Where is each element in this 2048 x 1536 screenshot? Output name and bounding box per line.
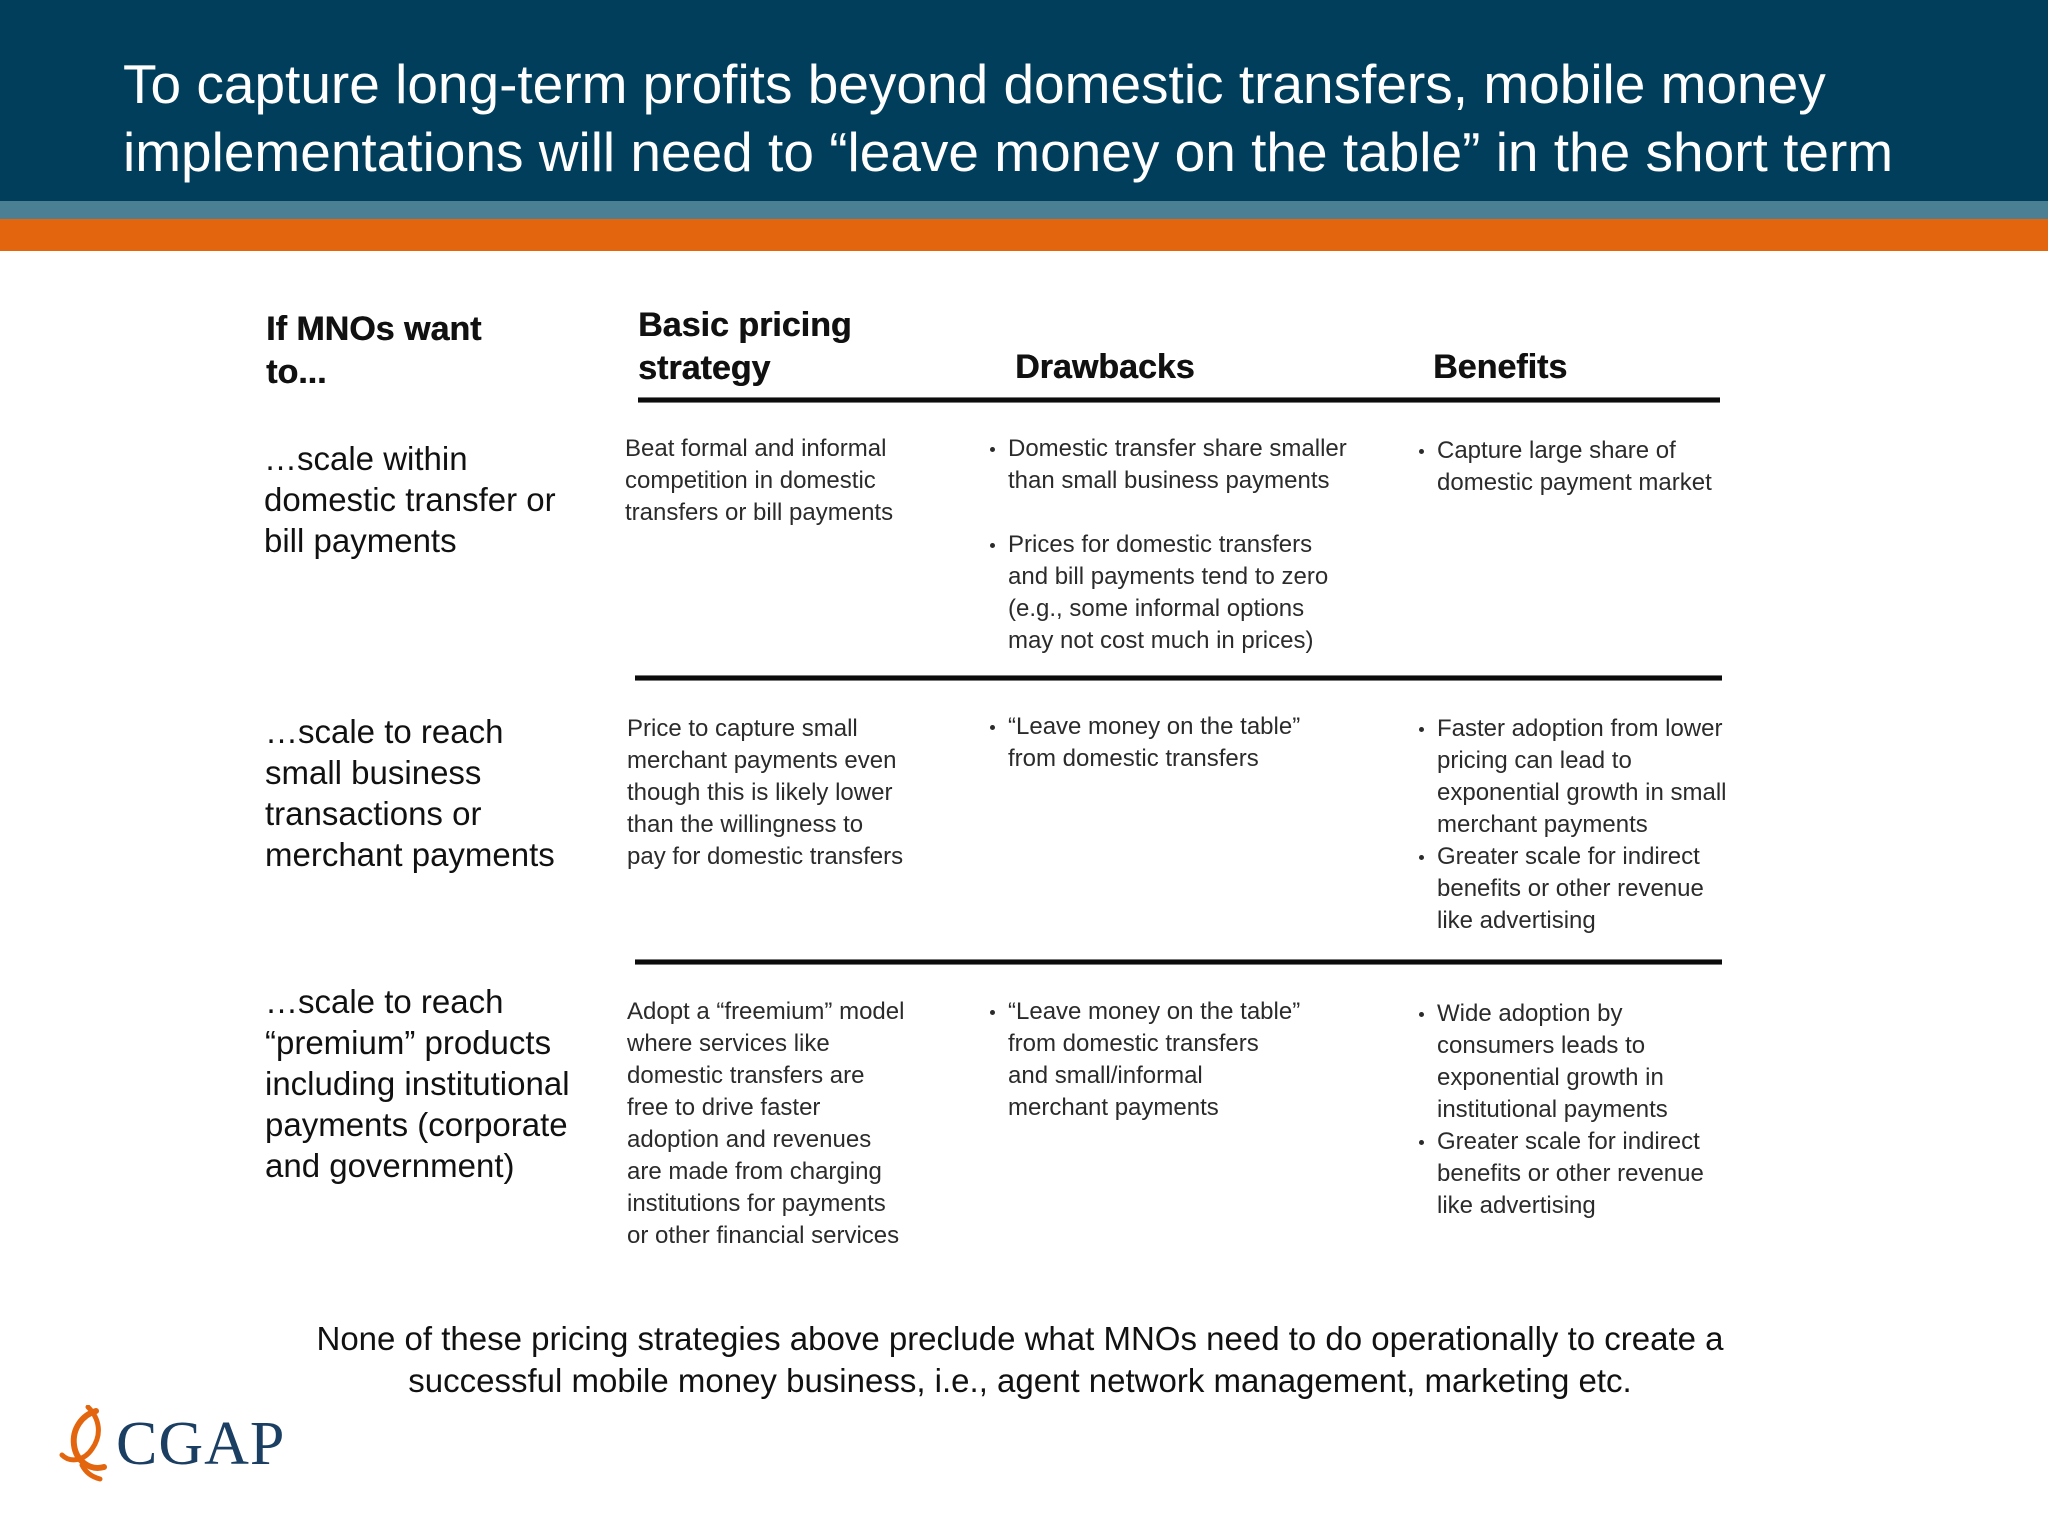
footnote	[150, 1318, 1890, 1402]
cell-line: “Leave money on the table”	[1008, 998, 1301, 1025]
cell-line: transfers or bill payments	[625, 499, 894, 526]
cell-line: Price to capture small	[627, 715, 858, 742]
cgap-wordmark: CGAP	[116, 1409, 286, 1478]
cell-line: and bill payments tend to zero	[1008, 563, 1329, 590]
cell-line: merchant payments	[1008, 1094, 1219, 1121]
column-header-drawbacks: Drawbacks	[1015, 348, 1195, 386]
row-label-line: …scale within	[264, 440, 468, 477]
cell-line: from domestic transfers	[1008, 1030, 1259, 1057]
cell-line: and small/informal	[1008, 1062, 1203, 1089]
column-header-want-line-1: If MNOs want	[266, 310, 482, 348]
cell-line: though this is likely lower	[627, 779, 893, 806]
benefits-cell-merchant	[1419, 713, 1727, 937]
bullet-item	[1419, 713, 1727, 841]
cell-line: Domestic transfer share smaller	[1008, 435, 1347, 462]
row-divider-2	[635, 959, 1722, 965]
row-label-line: …scale to reach	[265, 713, 504, 750]
cell-line: are made from charging	[627, 1158, 882, 1185]
row-label-line: transactions or	[265, 795, 482, 832]
bullet-item	[1419, 1126, 1704, 1222]
row-label-line: payments (corporate	[265, 1106, 568, 1143]
header-divider	[638, 397, 1720, 403]
row-label-line: small business	[265, 754, 482, 791]
cell-line: domestic payment market	[1437, 469, 1712, 496]
row-label-premium	[265, 981, 570, 1186]
column-header-strategy-line-2: strategy	[638, 349, 771, 387]
bullet-item	[990, 529, 1347, 657]
cell-line: exponential growth in small	[1437, 779, 1727, 806]
cell-line: merchant payments even	[627, 747, 897, 774]
row-label-line: domestic transfer or	[264, 481, 556, 518]
row-divider-1	[635, 675, 1722, 681]
strategy-cell-merchant	[627, 713, 903, 873]
row-label-line: merchant payments	[265, 836, 555, 873]
cell-line: merchant payments	[1437, 811, 1648, 838]
accent-band-orange	[0, 219, 2048, 251]
benefits-cell-domestic	[1419, 435, 1712, 499]
column-header-strategy-line-1: Basic pricing	[638, 306, 852, 344]
cell-line: Greater scale for indirect	[1437, 843, 1700, 870]
cell-line: pricing can lead to	[1437, 747, 1632, 774]
benefits-cell-premium	[1419, 998, 1704, 1222]
drawbacks-cell-domestic	[990, 433, 1347, 657]
row-label-line: bill payments	[264, 522, 457, 559]
cell-line: may not cost much in prices)	[1008, 627, 1314, 654]
drawbacks-cell-merchant	[990, 711, 1300, 775]
cell-line: (e.g., some informal options	[1008, 595, 1305, 622]
row-label-line: including institutional	[265, 1065, 570, 1102]
cell-line: like advertising	[1437, 1192, 1596, 1219]
cell-line: benefits or other revenue	[1437, 1160, 1704, 1187]
cell-line: than small business payments	[1008, 467, 1330, 494]
slide-title-line-2: implementations will need to “leave money on the table” in the short term	[123, 121, 1894, 183]
column-header-want	[266, 308, 481, 394]
cell-line: benefits or other revenue	[1437, 875, 1704, 902]
cell-line: Wide adoption by	[1437, 1000, 1623, 1027]
cell-line: Prices for domestic transfers	[1008, 531, 1313, 558]
cell-line: Faster adoption from lower	[1437, 715, 1723, 742]
bullet-item	[990, 711, 1300, 775]
title-banner	[0, 0, 2048, 201]
strategy-cell-premium	[627, 996, 904, 1252]
cell-line: institutions for payments	[627, 1190, 886, 1217]
cell-line: Capture large share of	[1437, 437, 1676, 464]
cell-line: exponential growth in	[1437, 1064, 1664, 1091]
cell-line: consumers leads to	[1437, 1032, 1646, 1059]
strategy-cell-domestic	[625, 433, 893, 529]
cell-line: competition in domestic	[625, 467, 876, 494]
bullet-item	[1419, 841, 1727, 937]
drawbacks-cell-premium	[990, 996, 1300, 1124]
bullet-item	[990, 996, 1300, 1124]
cell-line: like advertising	[1437, 907, 1596, 934]
row-label-line: “premium” products	[265, 1024, 552, 1061]
cell-line: Beat formal and informal	[625, 435, 887, 462]
cell-line: free to drive faster	[627, 1094, 821, 1121]
cell-line: Adopt a “freemium” model	[627, 998, 905, 1025]
cgap-logo	[52, 1405, 285, 1483]
cgap-swirl-icon	[52, 1405, 124, 1483]
footnote-line-1: None of these pricing strategies above preclude what MNOs need to do operationally to create a	[316, 1320, 1724, 1357]
cell-line: “Leave money on the table”	[1008, 713, 1301, 740]
row-label-line: and government)	[265, 1147, 515, 1184]
column-header-benefits: Benefits	[1433, 348, 1568, 386]
cell-line: pay for domestic transfers	[627, 843, 904, 870]
slide-title	[123, 50, 2023, 186]
slide-title-line-1: To capture long-term profits beyond domestic transfers, mobile money	[123, 53, 1826, 115]
cell-line: than the willingness to	[627, 811, 864, 838]
row-label-domestic	[264, 438, 556, 561]
cell-line: from domestic transfers	[1008, 745, 1259, 772]
cell-line: or other financial services	[627, 1222, 900, 1249]
bullet-item	[1419, 435, 1712, 499]
cell-line: domestic transfers are	[627, 1062, 865, 1089]
cell-line: adoption and revenues	[627, 1126, 872, 1153]
column-header-want-line-2: to...	[266, 353, 327, 391]
cell-line: institutional payments	[1437, 1096, 1668, 1123]
cell-line: where services like	[627, 1030, 830, 1057]
accent-band-teal	[0, 201, 2048, 219]
row-label-merchant	[265, 711, 555, 875]
cell-line: Greater scale for indirect	[1437, 1128, 1700, 1155]
column-header-strategy	[638, 304, 852, 390]
bullet-item	[990, 433, 1347, 497]
bullet-item	[1419, 998, 1704, 1126]
row-label-line: …scale to reach	[265, 983, 504, 1020]
footnote-line-2: successful mobile money business, i.e., agent network management, marketing etc.	[408, 1362, 1632, 1399]
